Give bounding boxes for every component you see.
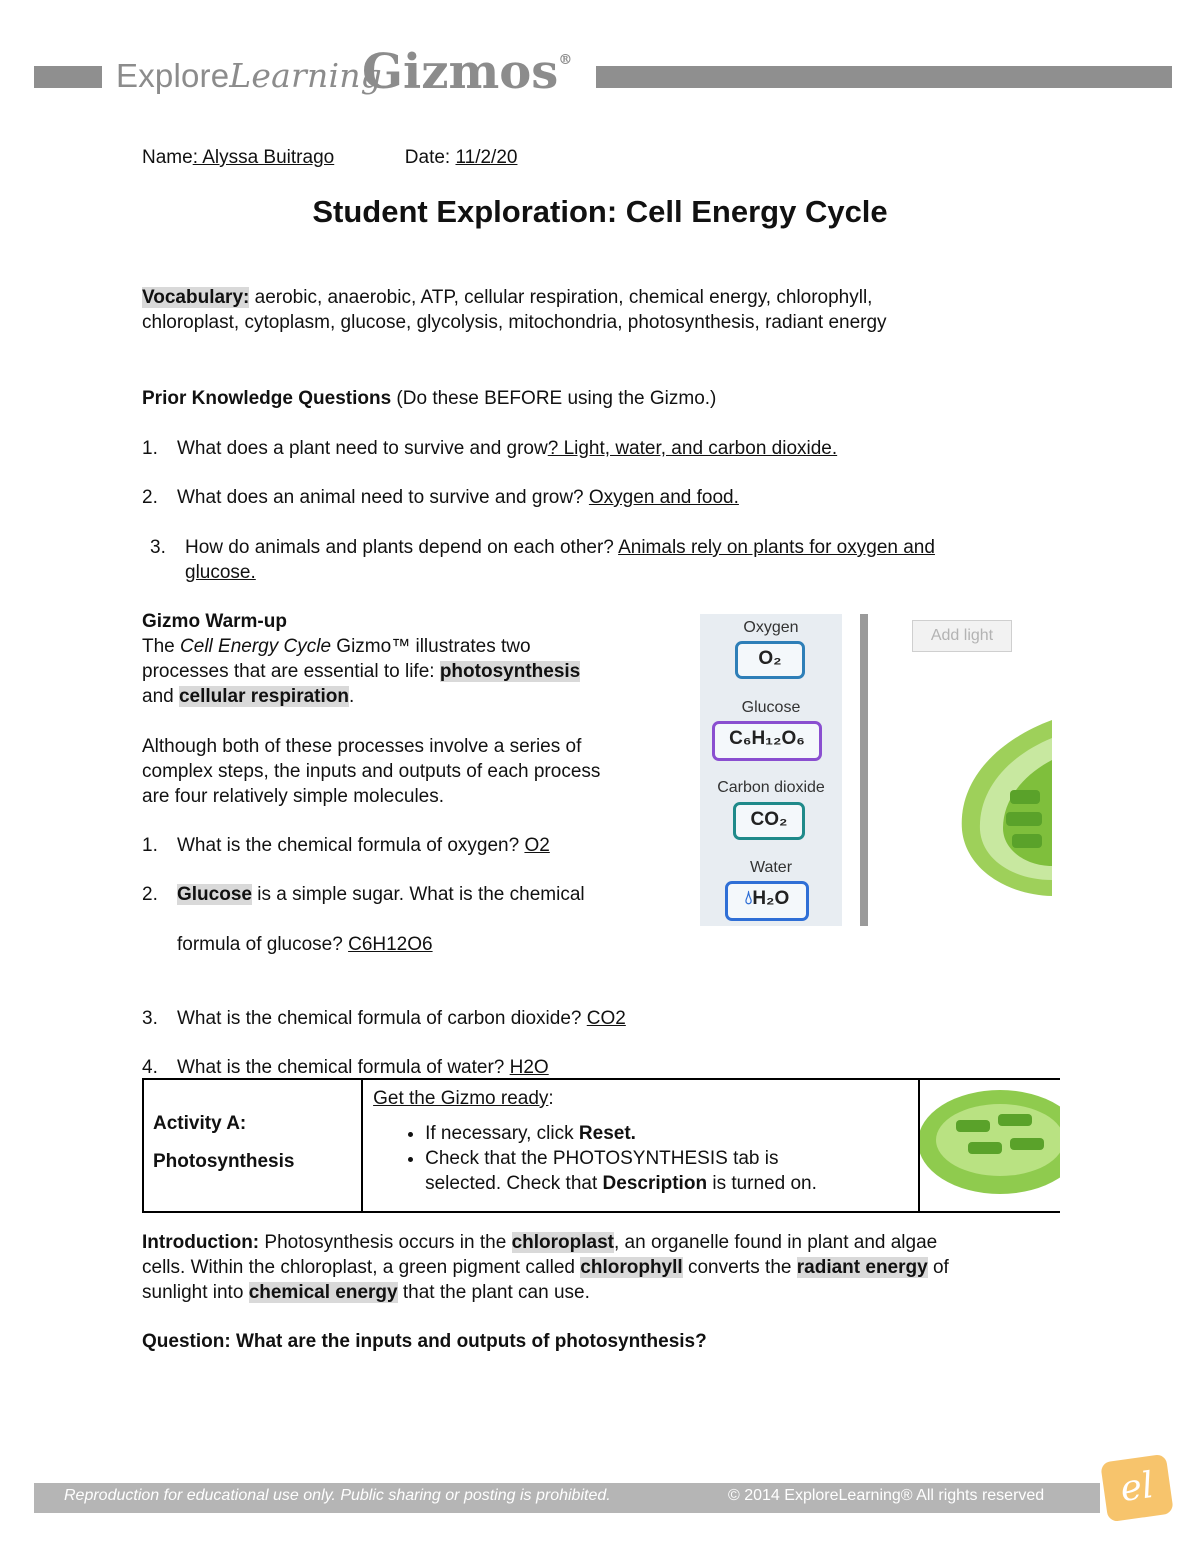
header-bar-left — [34, 66, 102, 88]
activity-image-cell — [919, 1079, 1060, 1212]
water-drop-icon: 💧︎ — [744, 888, 753, 909]
prior-question-3: 3. How do animals and plants depend on each other? Animals rely on plants for oxygen and glucose. — [150, 537, 935, 583]
chloroplast-thumbnail — [920, 1080, 1060, 1200]
co2-label: Carbon dioxide — [717, 779, 825, 796]
explorelearning-logo: el — [1100, 1454, 1174, 1523]
activity-table — [142, 1078, 1060, 1213]
warmup-question-3: 3. What is the chemical formula of carbon dioxide? CO2 — [142, 1008, 626, 1029]
warmup-question-1: 1. What is the chemical formula of oxygen? O2 — [142, 835, 550, 856]
chloroplast-image — [948, 720, 1052, 900]
student-date: 11/2/20 — [455, 147, 518, 168]
brand-gizmos: Gizmos® — [362, 44, 573, 100]
brand-explorelearning: ExploreLearning — [116, 56, 382, 95]
prior-knowledge-heading: Prior Knowledge Questions (Do these BEFORE using the Gizmo.) — [142, 388, 717, 409]
oxygen-molecule[interactable]: O₂ — [735, 641, 805, 679]
gizmo-molecule-panel — [700, 614, 842, 926]
water-molecule[interactable]: 💧︎H₂O — [725, 881, 809, 921]
warmup-question-4: 4. What is the chemical formula of water? H2O — [142, 1057, 549, 1078]
footer-copyright: © 2014 ExploreLearning® All rights reserved — [728, 1487, 1045, 1504]
step-check-tab: • Check that the PHOTOSYNTHESIS tab is selected. Check that Description is turned on. — [425, 1146, 918, 1196]
prior-question-1: 1. What does a plant need to survive and grow? Light, water, and carbon dioxide. — [142, 438, 838, 459]
vocabulary: Vocabulary: aerobic, anaerobic, ATP, cellular respiration, chemical energy, chlorophyll, chloroplast, cytoplasm, glucose, glycolysis, mitochondria, photosynthesis, radiant energy — [142, 287, 887, 333]
glucose-molecule[interactable]: C₆H₁₂O₆ — [712, 721, 822, 761]
glucose-label: Glucose — [741, 699, 801, 716]
activity-label-cell: Activity A: Photosynthesis — [143, 1079, 362, 1212]
page-title: Student Exploration: Cell Energy Cycle — [312, 194, 888, 229]
activity-instructions-cell: Get the Gizmo ready: • If necessary, click Reset. • Check that the PHOTOSYNTHESIS tab is selected. Check that Description is turned on. — [362, 1079, 919, 1212]
warmup-intro: Gizmo Warm-up The Cell Energy Cycle Gizmo™ illustrates two processes that are essential to life: photosynthesis and cellular respiration. Although both of these processes involve a series of complex steps, the inputs and outputs of each process are four relatively simple molecules. — [142, 611, 601, 807]
prior-question-2: 2. What does an animal need to survive and grow? Oxygen and food. — [142, 487, 739, 508]
co2-molecule[interactable]: CO₂ — [733, 802, 805, 840]
activity-question: Question: What are the inputs and outputs of photosynthesis? — [142, 1331, 707, 1352]
step-reset: • If necessary, click Reset. — [425, 1121, 918, 1146]
add-light-button[interactable]: Add light — [912, 620, 1012, 652]
water-label: Water — [749, 859, 793, 876]
student-name: : Alyssa Buitrago — [192, 147, 335, 168]
student-info: Name: Alyssa Buitrago Date: 11/2/20 — [142, 147, 518, 168]
footer-reproduction-notice: Reproduction for educational use only. Public sharing or posting is prohibited. — [64, 1487, 611, 1504]
warmup-question-2: 2. Glucose is a simple sugar. What is the chemical — [142, 884, 585, 905]
header-bar-right — [596, 66, 1172, 88]
introduction: Introduction: Photosynthesis occurs in the chloroplast, an organelle found in plant and algae cells. Within the chloroplast, a green pigment called chlorophyll converts the radiant energy of sunlight into chemical energy that the plant can use. — [142, 1232, 949, 1303]
panel-divider — [860, 614, 868, 926]
oxygen-label: Oxygen — [743, 619, 799, 636]
warmup-question-2-line2: formula of glucose? C6H12O6 — [177, 934, 433, 955]
